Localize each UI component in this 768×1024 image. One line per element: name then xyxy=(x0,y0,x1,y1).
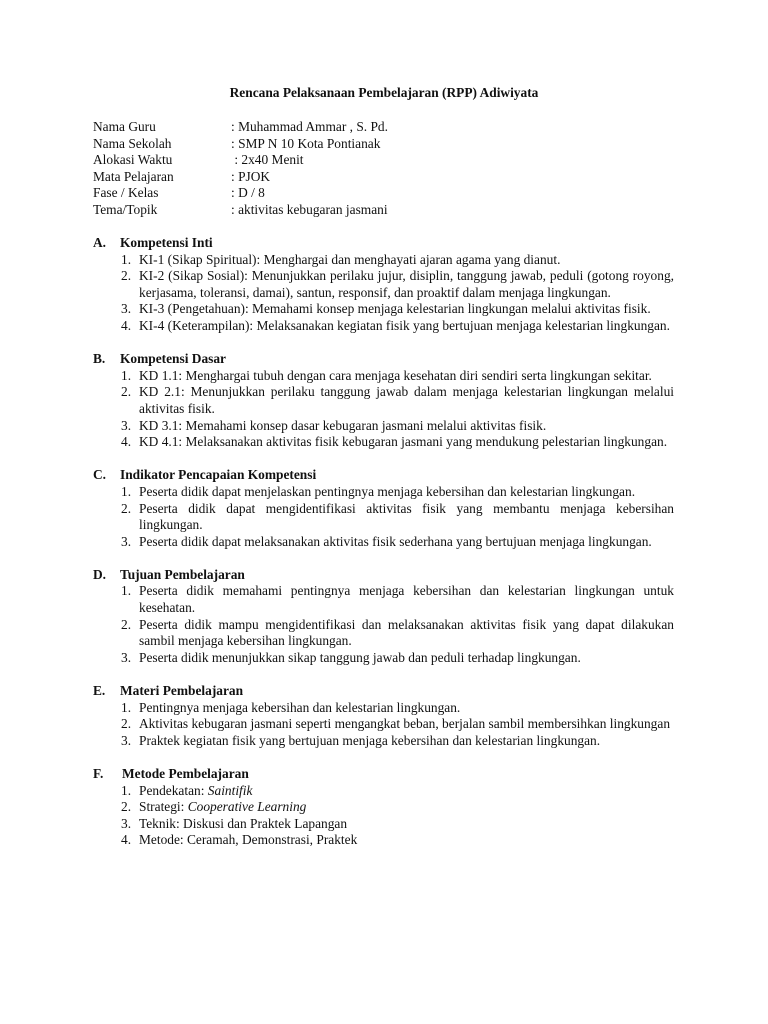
section-heading xyxy=(93,467,674,484)
section-letter: C. xyxy=(93,467,107,483)
identity-row xyxy=(93,152,693,169)
list-text-prefix: Pendekatan: xyxy=(139,782,208,798)
identity-label: Tema/Topik xyxy=(93,201,158,217)
document-title: Rencana Pelaksanaan Pembelajaran (RPP) Adiwiyata xyxy=(229,85,539,100)
list-item xyxy=(121,268,674,301)
list-item xyxy=(121,418,674,435)
list-number: 2. xyxy=(121,384,132,400)
list-item xyxy=(121,700,674,717)
list-text: Peserta didik dapat melaksanakan aktivitas fisik sederhana yang bertujuan menjaga lingkungan. xyxy=(139,533,652,549)
list-number: 3. xyxy=(121,732,132,748)
list-item xyxy=(121,501,674,534)
list-number: 2. xyxy=(121,616,132,632)
list-text: Peserta didik memahami pentingnya menjaga kebersihan dan kelestarian lingkungan untuk kesehatan. xyxy=(139,583,674,616)
identity-value: : aktivitas kebugaran jasmani xyxy=(231,201,388,217)
list-text: Metode: Ceramah, Demonstrasi, Praktek xyxy=(139,832,358,848)
section-list xyxy=(93,252,674,335)
section-heading xyxy=(93,567,674,584)
section-title: Kompetensi Inti xyxy=(120,235,213,250)
identity-label: Nama Sekolah xyxy=(93,135,172,151)
identity-value: : 2x40 Menit xyxy=(231,152,304,168)
list-number: 2. xyxy=(121,268,132,284)
section-list xyxy=(93,783,674,849)
section-title: Kompetensi Dasar xyxy=(120,351,227,367)
identity-label: Alokasi Waktu xyxy=(93,152,173,168)
list-item xyxy=(121,799,674,816)
list-number: 2. xyxy=(121,500,132,516)
list-number: 1. xyxy=(121,367,132,383)
section-title: Materi Pembelajaran xyxy=(120,683,244,699)
list-item xyxy=(121,650,674,667)
section-a xyxy=(93,235,674,335)
list-item xyxy=(121,783,674,800)
list-text: Teknik: Diskusi dan Praktek Lapangan xyxy=(139,815,348,831)
list-item xyxy=(121,816,674,833)
list-item xyxy=(121,484,674,501)
list-text-italic: Cooperative Learning xyxy=(187,799,307,815)
section-list xyxy=(93,700,674,750)
list-item xyxy=(121,384,674,417)
section-e xyxy=(93,683,674,749)
section-title: Metode Pembelajaran xyxy=(122,766,249,781)
identity-value: : PJOK xyxy=(231,168,271,184)
list-item xyxy=(121,716,674,733)
list-number: 3. xyxy=(121,301,132,317)
section-d xyxy=(93,567,674,667)
section-heading xyxy=(93,766,674,783)
identity-row xyxy=(93,185,693,202)
section-heading xyxy=(93,683,674,700)
identity-label: Nama Guru xyxy=(93,119,156,134)
section-letter: B. xyxy=(93,351,106,367)
identity-label: Mata Pelajaran xyxy=(93,168,174,184)
section-list xyxy=(93,484,674,550)
list-text: KD 1.1: Menghargai tubuh dengan cara menjaga kesehatan diri sendiri serta lingkungan sekitar. xyxy=(139,367,652,383)
list-text: KD 4.1: Melaksanakan aktivitas fisik kebugaran jasmani yang mendukung pelestarian lingkungan. xyxy=(139,434,668,450)
list-text: Peserta didik mampu mengidentifikasi dan melaksanakan aktivitas fisik yang dapat dilakukan sambil menjaga kebersihan lingkungan. xyxy=(139,616,674,649)
list-text: Peserta didik dapat mengidentifikasi aktivitas fisik yang membantu menjaga kebersihan lingkungan. xyxy=(139,500,674,533)
identity-value: : D / 8 xyxy=(231,185,265,201)
list-item xyxy=(121,318,674,335)
section-list xyxy=(93,368,674,451)
section-f xyxy=(93,766,674,849)
list-text-italic: Saintifik xyxy=(207,782,253,798)
list-number: 3. xyxy=(121,649,132,665)
section-heading xyxy=(93,235,674,252)
list-number: 2. xyxy=(121,799,132,815)
identity-label: Fase / Kelas xyxy=(93,185,159,201)
list-item xyxy=(121,434,674,451)
list-text xyxy=(139,799,674,816)
list-number: 1. xyxy=(121,782,132,798)
identity-row xyxy=(93,202,693,219)
section-c xyxy=(93,467,674,550)
list-text: KD 2.1: Menunjukkan perilaku tanggung jawab dalam menjaga kelestarian lingkungan melalui aktivitas fisik. xyxy=(139,384,674,416)
list-number: 1. xyxy=(121,251,132,267)
list-text: Praktek kegiatan fisik yang bertujuan menjaga kebersihan dan kelestarian lingkungan. xyxy=(139,732,601,748)
list-item xyxy=(121,252,674,269)
identity-value: : Muhammad Ammar , S. Pd. xyxy=(231,119,388,134)
section-list xyxy=(93,583,674,666)
list-number: 1. xyxy=(121,699,132,715)
identity-value: : SMP N 10 Kota Pontianak xyxy=(231,135,381,151)
sections-container xyxy=(93,235,674,866)
identity-row xyxy=(93,119,693,136)
list-number: 2. xyxy=(121,716,132,732)
list-text: KI-4 (Keterampilan): Melaksanakan kegiatan fisik yang bertujuan menjaga kelestarian lingkungan. xyxy=(139,317,670,333)
list-item xyxy=(121,301,674,318)
identity-block xyxy=(93,119,693,219)
list-item xyxy=(121,617,674,650)
list-item xyxy=(121,368,674,385)
list-text: Peserta didik menunjukkan sikap tanggung jawab dan peduli terhadap lingkungan. xyxy=(139,649,581,665)
section-heading xyxy=(93,351,674,368)
list-number: 3. xyxy=(121,533,132,549)
list-text: KI-3 (Pengetahuan): Memahami konsep menjaga kelestarian lingkungan melalui aktivitas fisik. xyxy=(139,301,651,317)
section-letter: E. xyxy=(93,683,106,699)
list-item xyxy=(121,733,674,750)
section-b xyxy=(93,351,674,451)
list-text: KI-1 (Sikap Spiritual): Menghargai dan menghayati ajaran agama yang dianut. xyxy=(139,251,561,267)
list-number: 1. xyxy=(121,483,132,499)
section-letter: D. xyxy=(93,566,107,582)
section-title: Indikator Pencapaian Kompetensi xyxy=(120,467,317,483)
list-number: 3. xyxy=(121,417,132,433)
list-number: 1. xyxy=(121,583,132,599)
list-number: 4. xyxy=(121,832,132,848)
list-text xyxy=(139,783,674,800)
list-text: Aktivitas kebugaran jasmani seperti mengangkat beban, berjalan sambil membersihkan lingkungan xyxy=(139,716,671,732)
list-text-prefix: Strategi: xyxy=(139,799,188,815)
list-number: 3. xyxy=(121,815,132,831)
section-letter: A. xyxy=(93,235,107,250)
list-text: KI-2 (Sikap Sosial): Menunjukkan perilaku jujur, disiplin, tanggung jawab, peduli (gotong royong, kerjasama, toleransi, damai), santun, responsif, dan proaktif dalam menjaga lingkungan. xyxy=(139,268,674,300)
section-title: Tujuan Pembelajaran xyxy=(120,566,245,582)
identity-row xyxy=(93,136,693,153)
identity-row xyxy=(93,169,693,186)
list-number: 4. xyxy=(121,317,132,333)
list-text: Peserta didik dapat menjelaskan pentingnya menjaga kebersihan dan kelestarian lingkungan. xyxy=(139,483,636,499)
section-letter: F. xyxy=(93,766,104,781)
list-item xyxy=(121,832,674,849)
list-number: 4. xyxy=(121,434,132,450)
list-text: KD 3.1: Memahami konsep dasar kebugaran jasmani melalui aktivitas fisik. xyxy=(139,417,547,433)
list-text: Pentingnya menjaga kebersihan dan kelestarian lingkungan. xyxy=(139,699,461,715)
list-item xyxy=(121,534,674,551)
list-item xyxy=(121,583,674,616)
